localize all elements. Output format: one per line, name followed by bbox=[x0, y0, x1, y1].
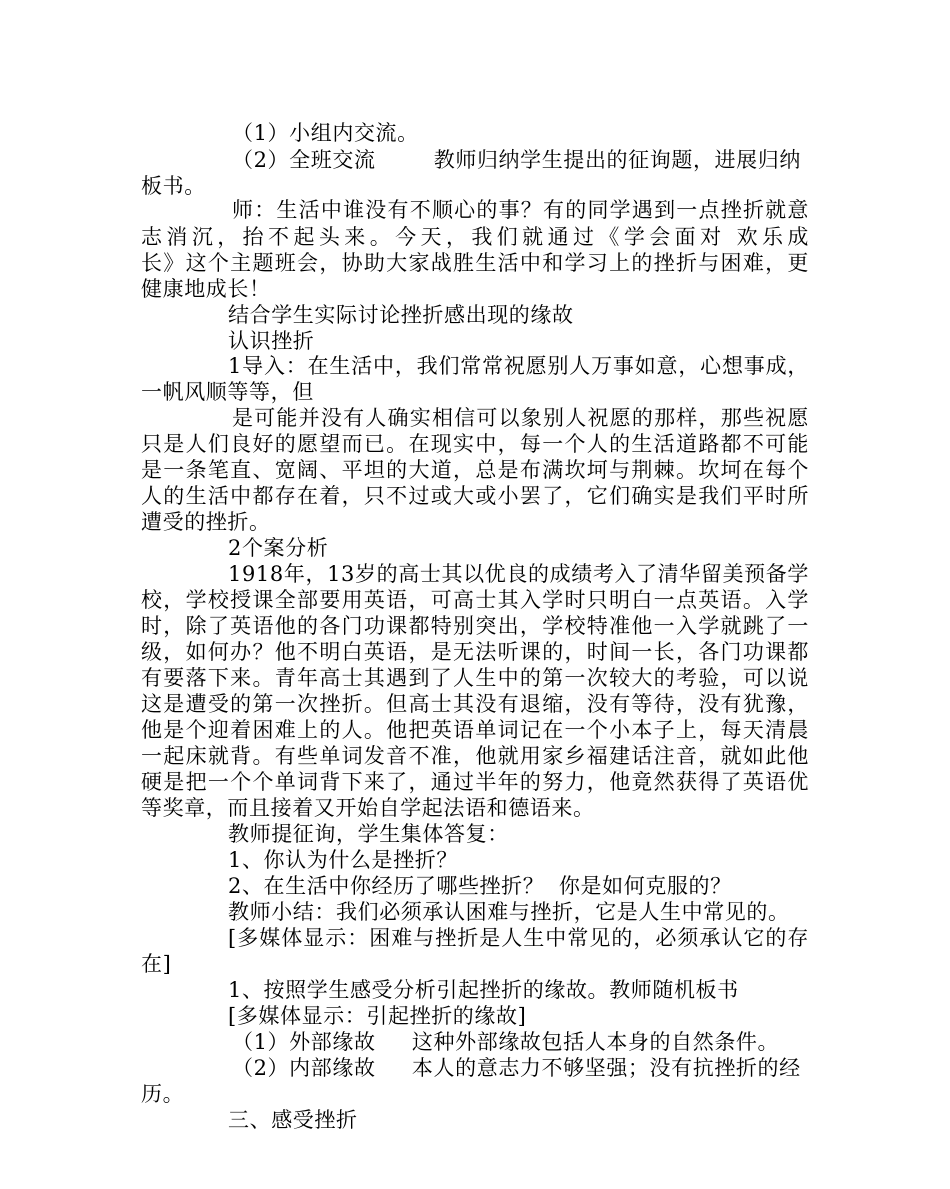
text-line: 级，如何办？他不明白英语，是无法听课的，时间一长，各门功课都 bbox=[141, 640, 809, 664]
text-line: 结合学生实际讨论挫折感出现的缘故 bbox=[228, 303, 574, 327]
text-line: 是一条笔直、宽阔、平坦的大道，总是布满坎坷与荆棘。坎坷在每个 bbox=[141, 458, 809, 482]
text-line: 三、感受挫折 bbox=[228, 1108, 358, 1132]
text-line: 师：生活中谁没有不顺心的事？有的同学遇到一点挫折就意 bbox=[232, 198, 809, 222]
text-line: 人的生活中都存在着，只不过或大或小罢了，它们确实是我们平时所 bbox=[141, 484, 809, 508]
text-line: 在] bbox=[141, 952, 172, 976]
text-line: 遭受的挫折。 bbox=[141, 510, 271, 534]
text-line: （2）全班交流 教师归纳学生提出的征询题，进展归纳 bbox=[232, 148, 801, 172]
text-line: 2个案分析 bbox=[228, 536, 329, 560]
text-line: 有要落下来。青年高士其遇到了人生中的第一次较大的考验，可以说 bbox=[141, 666, 809, 690]
text-line: 教师小结：我们必须承认困难与挫折，它是人生中常见的。 bbox=[228, 900, 790, 924]
text-line: 他是个迎着困难上的人。他把英语单词记在一个小本子上，每天清晨 bbox=[141, 718, 809, 742]
text-line: [多媒体显示：引起挫折的缘故] bbox=[228, 1004, 527, 1028]
text-line: 教师提征询，学生集体答复： bbox=[228, 822, 509, 846]
text-line: 1、按照学生感受分析引起挫折的缘故。教师随机板书 bbox=[228, 978, 739, 1002]
text-line: 一帆风顺等等，但 bbox=[141, 380, 314, 404]
text-line: （1）外部缘故 这种外部缘故包括人本身的自然条件。 bbox=[232, 1030, 780, 1054]
text-line: 1、你认为什么是挫折？ bbox=[228, 848, 458, 872]
text-line: 这是遭受的第一次挫折。但高士其没有退缩，没有等待，没有犹豫， bbox=[141, 692, 809, 716]
text-line: （1）小组内交流。 bbox=[232, 121, 419, 145]
text-line: 志消沉，抬不起头来。今天，我们就通过《学会面对 欢乐成 bbox=[141, 225, 809, 249]
text-line: 等奖章，而且接着又开始自学起法语和德语来。 bbox=[141, 796, 595, 820]
text-line: 一起床就背。有些单词发音不准，他就用家乡福建话注音，就如此他 bbox=[141, 744, 809, 768]
text-line: 健康地成长！ bbox=[141, 277, 271, 301]
text-line: 长》这个主题班会，协助大家战胜生活中和学习上的挫折与困难，更 bbox=[141, 251, 809, 275]
text-line: 1导入：在生活中，我们常常祝愿别人万事如意，心想事成， bbox=[228, 354, 809, 378]
text-line: 板书。 bbox=[141, 174, 206, 198]
text-line: 认识挫折 bbox=[228, 329, 315, 353]
text-line: 硬是把一个个单词背下来了，通过半年的努力，他竟然获得了英语优 bbox=[141, 770, 809, 794]
text-line: 时，除了英语他的各门功课都特别突出，学校特准他一入学就跳了一 bbox=[141, 614, 809, 638]
text-line: 只是人们良好的愿望而已。在现实中，每一个人的生活道路都不可能 bbox=[141, 432, 809, 456]
text-line: 1918年，13岁的高士其以优良的成绩考入了清华留美预备学 bbox=[228, 562, 809, 586]
text-line: 是可能并没有人确实相信可以象别人祝愿的那样，那些祝愿 bbox=[232, 406, 809, 430]
text-line: 校，学校授课全部要用英语，可高士其入学时只明白一点英语。入学 bbox=[141, 588, 809, 612]
text-line: 历。 bbox=[141, 1082, 185, 1106]
text-line: 2、在生活中你经历了哪些挫折？ 你是如何克服的？ bbox=[228, 874, 732, 898]
text-line: （2）内部缘故 本人的意志力不够坚强；没有抗挫折的经 bbox=[232, 1056, 801, 1080]
text-line: [多媒体显示：困难与挫折是人生中常见的，必须承认它的存 bbox=[228, 926, 809, 950]
